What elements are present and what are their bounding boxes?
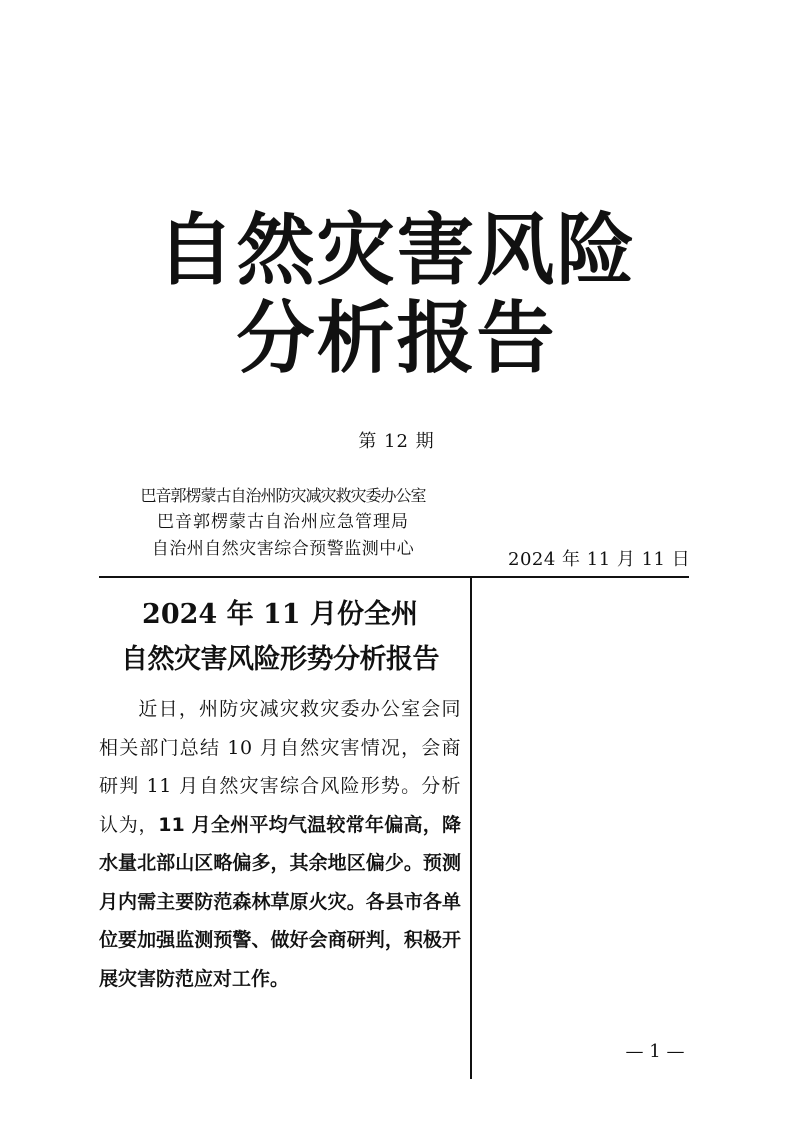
report-title-line-2: 分析报告 xyxy=(236,294,557,384)
page-number: — 1 — xyxy=(625,1041,685,1062)
article-title-line-2: 自然灾害风险形势分析报告 xyxy=(121,644,439,675)
article-title-line-1: 2024 年 11 月份全州 xyxy=(142,599,418,630)
article-body-emphasis: 11 月全州平均气温较常年偏高，降水量北部山区略偏多，其余地区偏少。预测月内需主要防范森林草原火灾。各县市各单位要加强监测预警、做好会商研判，积极开展灾害防范应对工作。 xyxy=(99,813,461,990)
issuer-office: 巴音郭楞蒙古自治州防灾减灾救灾委办公室 xyxy=(140,486,426,505)
issuer-monitoring-center: 自治州自然灾害综合预警监测中心 xyxy=(151,539,415,559)
report-title-line-1: 自然灾害风险 xyxy=(156,206,637,296)
column-divider xyxy=(470,577,472,1079)
issuer-emergency-bureau: 巴音郭楞蒙古自治州应急管理局 xyxy=(157,512,409,532)
article-body xyxy=(99,690,461,998)
issue-number: 第 12 期 xyxy=(358,431,435,452)
issuing-organizations xyxy=(118,482,448,563)
article-body-intro: 近日，州防灾减灾救灾委办公室会同相关部门总结 10 月自然灾害情况，会商研判 11 月自然灾害综合风险形势。分析认为， xyxy=(99,698,461,836)
issue-date: 2024 年 11 月 11 日 xyxy=(508,549,691,570)
header-divider xyxy=(99,576,689,578)
